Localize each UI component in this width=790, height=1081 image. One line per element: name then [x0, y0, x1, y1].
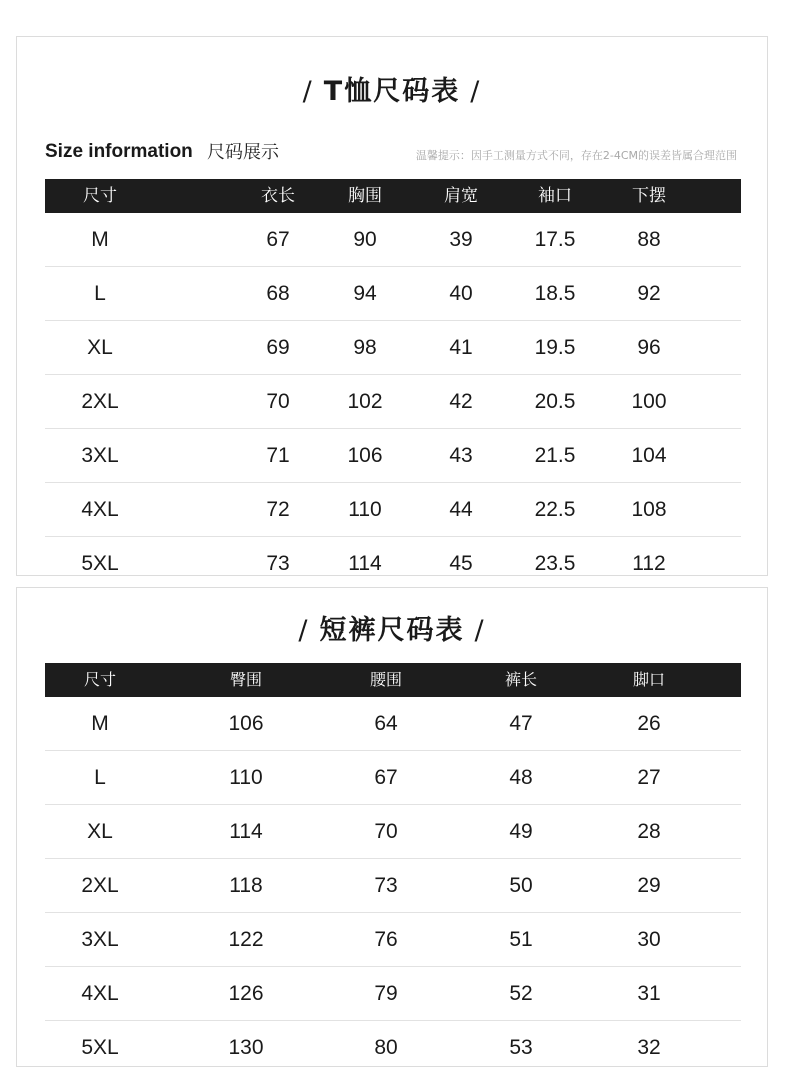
measurement-cell: 70: [374, 820, 398, 843]
measurement-cell: 80: [374, 1036, 398, 1059]
measurement-cell: 67: [266, 228, 290, 251]
shorts-size-table: [45, 663, 741, 1074]
measurement-cell: 39: [449, 228, 473, 251]
measurement-cell: 102: [347, 390, 383, 413]
size-label-cell: 2XL: [81, 390, 119, 413]
measurement-cell: 26: [637, 712, 661, 735]
table-row: [45, 267, 741, 321]
column-header: 臀围: [229, 670, 262, 689]
measurement-cell: 96: [637, 336, 661, 359]
column-header: 下摆: [632, 186, 666, 206]
column-header: 衣长: [261, 186, 295, 206]
tshirt-table-header: [45, 179, 741, 213]
table-row: [45, 751, 741, 805]
measurement-cell: 29: [637, 874, 661, 897]
size-label-cell: L: [94, 282, 106, 305]
size-label-cell: 4XL: [81, 982, 119, 1005]
measurement-cell: 68: [266, 282, 290, 305]
measurement-cell: 32: [637, 1036, 661, 1059]
measurement-cell: 108: [631, 498, 667, 521]
measurement-cell: 17.5: [534, 228, 576, 251]
measurement-cell: 19.5: [534, 336, 576, 359]
measurement-cell: 47: [509, 712, 533, 735]
measurement-cell: 73: [266, 552, 290, 575]
measurement-cell: 52: [509, 982, 533, 1005]
measurement-cell: 106: [347, 444, 383, 467]
measurement-cell: 106: [228, 712, 264, 735]
title-slash-right: /: [474, 615, 486, 646]
measurement-cell: 104: [631, 444, 667, 467]
measurement-cell: 110: [229, 766, 263, 789]
measurement-cell: 88: [637, 228, 661, 251]
tshirt-title-text: T恤尺码表: [323, 76, 461, 107]
column-header: 尺寸: [83, 670, 116, 689]
table-row: [45, 1021, 741, 1074]
table-row: [45, 913, 741, 967]
measurement-cell: 28: [637, 820, 661, 843]
measurement-cell: 112: [632, 552, 666, 575]
shorts-size-title: [17, 608, 767, 647]
table-row: [45, 375, 741, 429]
measurement-cell: 53: [509, 1036, 533, 1059]
column-header: 脚口: [632, 670, 665, 689]
measurement-cell: 90: [353, 228, 377, 251]
measurement-cell: 41: [449, 336, 473, 359]
measurement-cell: 45: [449, 552, 473, 575]
size-info-label-cn: 尺码展示: [207, 142, 279, 163]
measurement-cell: 18.5: [534, 282, 576, 305]
measurement-cell: 94: [353, 282, 377, 305]
measurement-cell: 100: [631, 390, 667, 413]
measurement-cell: 67: [374, 766, 398, 789]
measurement-cell: 92: [637, 282, 661, 305]
measurement-cell: 126: [228, 982, 264, 1005]
column-header: 袖口: [538, 186, 572, 206]
table-row: [45, 805, 741, 859]
tshirt-size-panel: [16, 36, 768, 576]
table-row: [45, 321, 741, 375]
size-label-cell: XL: [87, 336, 113, 359]
size-label-cell: M: [91, 228, 109, 251]
table-row: [45, 697, 741, 751]
measurement-cell: 48: [509, 766, 533, 789]
table-row: [45, 967, 741, 1021]
table-row: [45, 429, 741, 483]
measurement-cell: 49: [509, 820, 533, 843]
measurement-cell: 31: [637, 982, 661, 1005]
column-header: 胸围: [348, 186, 382, 206]
size-label-cell: 3XL: [81, 444, 119, 467]
measurement-cell: 50: [509, 874, 533, 897]
size-label-cell: 4XL: [81, 498, 119, 521]
shorts-size-panel: [16, 587, 768, 1067]
size-label-cell: 5XL: [81, 552, 119, 575]
measurement-cell: 69: [266, 336, 290, 359]
measurement-cell: 51: [509, 928, 533, 951]
column-header: 肩宽: [444, 186, 478, 206]
title-slash-left: /: [302, 76, 314, 107]
tshirt-size-table: [45, 179, 741, 590]
measurement-cell: 42: [449, 390, 473, 413]
measurement-cell: 73: [374, 874, 398, 897]
column-header: 尺寸: [83, 186, 117, 206]
measurement-cell: 114: [348, 552, 382, 575]
measurement-cell: 64: [374, 712, 398, 735]
measurement-cell: 122: [228, 928, 264, 951]
size-label-cell: M: [91, 712, 109, 735]
measurement-cell: 27: [637, 766, 661, 789]
measurement-cell: 130: [228, 1036, 264, 1059]
measurement-cell: 22.5: [534, 498, 576, 521]
tshirt-size-title: [17, 69, 767, 108]
measurement-cell: 20.5: [534, 390, 576, 413]
table-row: [45, 483, 741, 537]
size-label-cell: 3XL: [81, 928, 119, 951]
column-header: 腰围: [369, 670, 402, 689]
size-info-label-en: Size information: [45, 141, 193, 162]
measurement-cell: 98: [353, 336, 377, 359]
measurement-cell: 21.5: [534, 444, 576, 467]
table-row: [45, 213, 741, 267]
measurement-cell: 71: [266, 444, 290, 467]
table-row: [45, 859, 741, 913]
measurement-cell: 76: [374, 928, 398, 951]
column-header: 裤长: [504, 670, 537, 689]
shorts-table-header: [45, 663, 741, 697]
table-row: [45, 537, 741, 590]
size-info-row: [45, 143, 737, 167]
measurement-cell: 118: [229, 874, 263, 897]
size-label-cell: 2XL: [81, 874, 119, 897]
measurement-note: 温馨提示：因手工测量方式不同，存在2-4CM的误差皆属合理范围: [415, 149, 737, 162]
measurement-cell: 44: [449, 498, 473, 521]
title-slash-right: /: [470, 76, 482, 107]
size-label-cell: L: [94, 766, 106, 789]
size-label-cell: XL: [87, 820, 113, 843]
shorts-title-text: 短裤尺码表: [319, 615, 465, 646]
measurement-cell: 114: [229, 820, 263, 843]
measurement-cell: 72: [266, 498, 290, 521]
measurement-cell: 43: [449, 444, 473, 467]
measurement-cell: 30: [637, 928, 661, 951]
measurement-cell: 23.5: [534, 552, 576, 575]
measurement-cell: 79: [374, 982, 398, 1005]
measurement-cell: 70: [266, 390, 290, 413]
title-slash-left: /: [298, 615, 310, 646]
size-label-cell: 5XL: [81, 1036, 119, 1059]
measurement-cell: 40: [449, 282, 473, 305]
measurement-cell: 110: [348, 498, 382, 521]
